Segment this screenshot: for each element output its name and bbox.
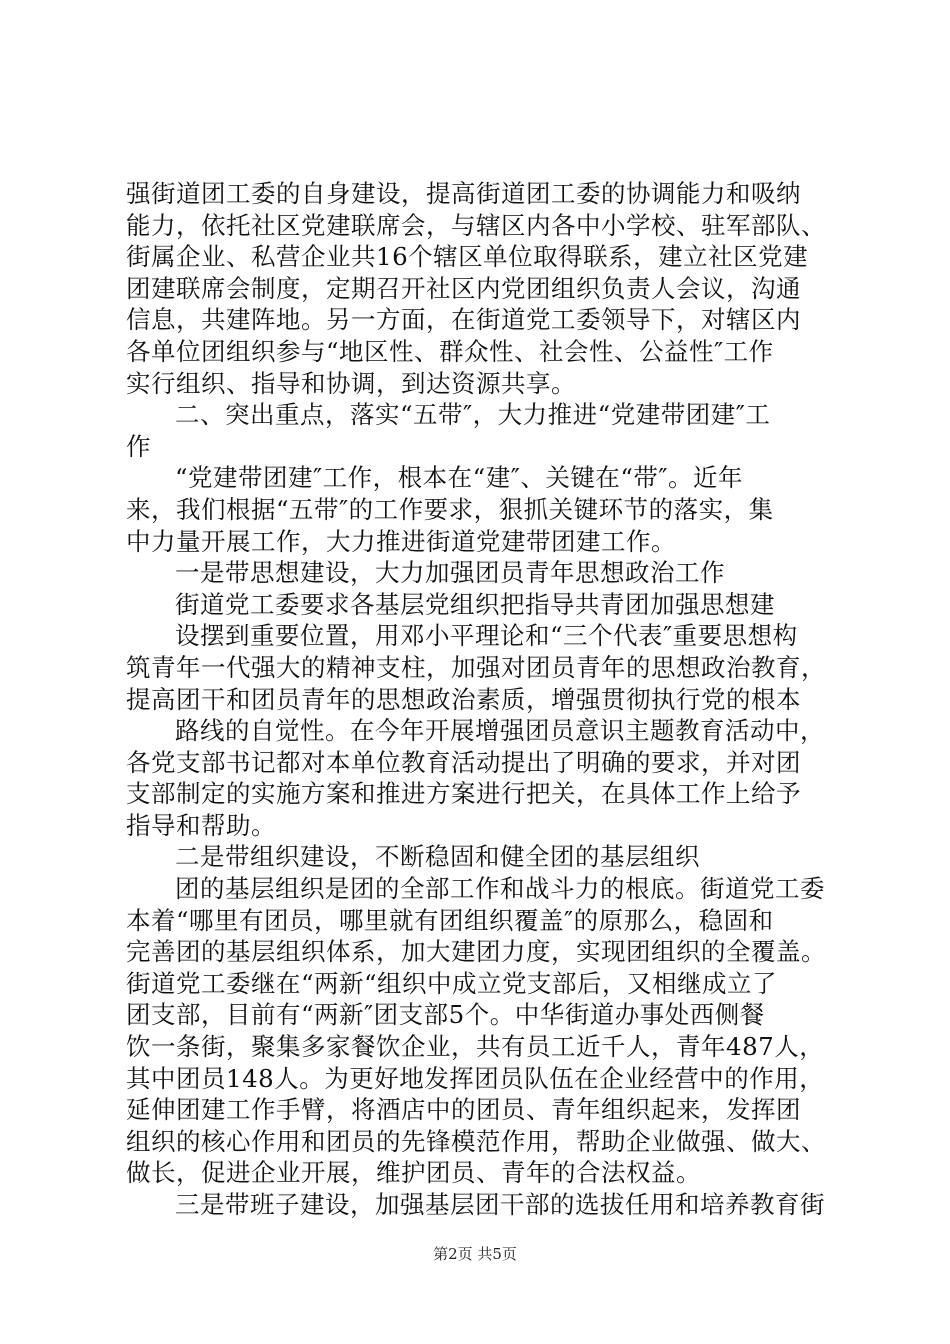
text-line: 信息，共建阵地。另一方面，在街道党工委领导下，对辖区内 — [126, 305, 801, 335]
text-line: 二、突出重点，落实“五带″，大力推进“党建带团建″工 — [175, 400, 771, 430]
text-line: 团的基层组织是团的全部工作和战斗力的根底。街道党工委 — [175, 874, 825, 904]
text-line: 筑青年一代强大的精神支柱，加强对团员青年的思想政治教育， — [126, 652, 826, 682]
text-line: 街属企业、私营企业共16个辖区单位取得联系，建立社区党建 — [126, 242, 809, 272]
text-line: 指导和帮助。 — [126, 810, 276, 840]
text-line: 团建联席会制度，定期召开社区内党团组织负责人会议，沟通 — [126, 273, 801, 303]
text-line: 中力量开展工作，大力推进街道党建带团建工作。 — [126, 526, 676, 556]
text-line: 提高团干和团员青年的思想政治素质，增强贯彻执行党的根本 — [126, 684, 801, 714]
text-line: 本着“哪里有团员，哪里就有团组织覆盖″的原那么，稳固和 — [126, 905, 774, 935]
text-line: 二是带组织建设，不断稳固和健全团的基层组织 — [175, 842, 700, 872]
text-line: 一是带思想建设，大力加强团员青年思想政治工作 — [175, 558, 725, 588]
document-body — [126, 178, 841, 1221]
text-line: 设摆到重要位置，用邓小平理论和“三个代表″重要思想构 — [175, 621, 798, 651]
text-line: 各党支部书记都对本单位教育活动提出了明确的要求，并对团 — [126, 747, 801, 777]
text-line: 街道党工委继在“两新“组织中成立党支部后，又相继成立了 — [126, 968, 778, 998]
text-line: 三是带班子建设，加强基层团干部的选拔任用和培养教育街 — [175, 1190, 825, 1219]
text-line: 饮一条街，聚集多家餐饮企业，共有员工近千人，青年487人， — [126, 1032, 825, 1062]
text-line: 组织的核心作用和团员的先锋模范作用，帮助企业做强、做大、 — [126, 1126, 826, 1156]
text-line: 其中团员148人。为更好地发挥团员队伍在企业经营中的作用， — [126, 1063, 825, 1093]
text-line: “党建带团建″工作，根本在“建″、关键在“带″。近年 — [175, 463, 744, 493]
text-line: 能力，依托社区党建联席会，与辖区内各中小学校、驻军部队、 — [126, 210, 826, 240]
text-line: 强街道团工委的自身建设，提高街道团工委的协调能力和吸纳 — [126, 179, 801, 208]
text-line: 完善团的基层组织体系，加大建团力度，实现团组织的全覆盖。 — [126, 937, 826, 967]
text-line: 支部制定的实施方案和推进方案进行把关，在具体工作上给予 — [126, 779, 801, 809]
text-line: 团支部，目前有“两新″团支部5个。中华街道办事处西侧餐 — [126, 1000, 765, 1030]
text-line: 延伸团建工作手臂，将酒店中的团员、青年组织起来，发挥团 — [126, 1095, 801, 1125]
text-line: 作 — [126, 431, 151, 461]
text-line: 路线的自觉性。在今年开展增强团员意识主题教育活动中， — [175, 716, 825, 746]
text-line: 各单位团组织参与“地区性、群众性、社会性、公益性″工作 — [126, 336, 774, 366]
text-line: 街道党工委要求各基层党组织把指导共青团加强思想建 — [175, 589, 775, 619]
text-line: 实行组织、指导和协调，到达资源共享。 — [126, 368, 576, 398]
text-line: 来，我们根据“五带″的工作要求，狠抓关键环节的落实，集 — [126, 494, 774, 524]
text-line: 做长，促进企业开展，维护团员、青年的合法权益。 — [126, 1158, 701, 1188]
page-footer: 第2页 共5页 — [433, 1245, 517, 1263]
